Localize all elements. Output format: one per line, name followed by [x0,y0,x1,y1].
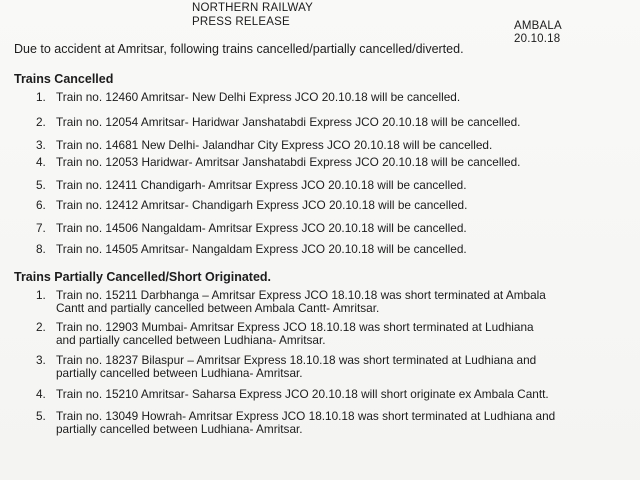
item-text: Train no. 12460 Amritsar- New Delhi Express JCO 20.10.18 will be cancelled. [56,90,461,104]
item-number: 4. [36,387,46,401]
item-number: 5. [36,178,46,192]
item-text: Train no. 15210 Amritsar- Saharsa Express JCO 20.10.18 will short originate ex Ambala Cantt. [56,387,549,401]
section-title-trains-cancelled: Trains Cancelled [14,72,114,86]
document-type: PRESS RELEASE [192,16,290,28]
item-number: 2. [36,115,46,129]
item-number: 7. [36,221,46,235]
intro-paragraph: Due to accident at Amritsar, following trains cancelled/partially cancelled/diverted. [14,42,464,56]
item-number: 3. [36,353,46,367]
item-number: 4. [36,155,46,169]
organization-name: NORTHERN RAILWAY [192,2,313,14]
item-text: Train no. 12412 Amritsar- Chandigarh Express JCO 20.10.18 will be cancelled. [56,198,468,212]
item-number: 3. [36,138,46,152]
item-text: Train no. 12411 Chandigarh- Amritsar Express JCO 20.10.18 will be cancelled. [56,178,467,192]
item-number: 1. [36,288,46,302]
item-text: Train no. 14681 New Delhi- Jalandhar City Express JCO 20.10.18 will be cancelled. [56,138,493,152]
item-text: Train no. 12903 Mumbai- Amritsar Express JCO 18.10.18 was short terminated at Ludhiana and partially cancelled between Ludhiana- Amritsar. [56,320,534,347]
item-number: 1. [36,90,46,104]
item-number: 6. [36,198,46,212]
item-number: 2. [36,320,46,334]
section-title-partially-cancelled: Trains Partially Cancelled/Short Originated. [14,270,272,284]
release-date: 20.10.18 [514,33,561,45]
item-text: Train no. 12053 Haridwar- Amritsar Janshatabdi Express JCO 20.10.18 will be cancelled. [56,155,521,169]
item-number: 5. [36,409,46,423]
release-place: AMBALA [514,20,562,32]
item-text: Train no. 13049 Howrah- Amritsar Express JCO 18.10.18 was short terminated at Ludhiana and partially cancelled between Ludhiana- Amritsar. [56,409,556,436]
item-text: Train no. 14505 Amritsar- Nangaldam Express JCO 20.10.18 will be cancelled. [56,242,467,256]
item-number: 8. [36,242,46,256]
item-text: Train no. 14506 Nangaldam- Amritsar Express JCO 20.10.18 will be cancelled. [56,221,467,235]
item-text: Train no. 15211 Darbhanga – Amritsar Express JCO 18.10.18 was short terminated at Ambala Cantt and partially cancelled between Ambala Cantt- Amritsar. [56,288,546,315]
item-text: Train no. 18237 Bilaspur – Amritsar Express 18.10.18 was short terminated at Ludhiana and partially cancelled between Ludhiana- Amritsar. [56,353,537,380]
item-text: Train no. 12054 Amritsar- Haridwar Janshatabdi Express JCO 20.10.18 will be cancelled. [56,115,521,129]
